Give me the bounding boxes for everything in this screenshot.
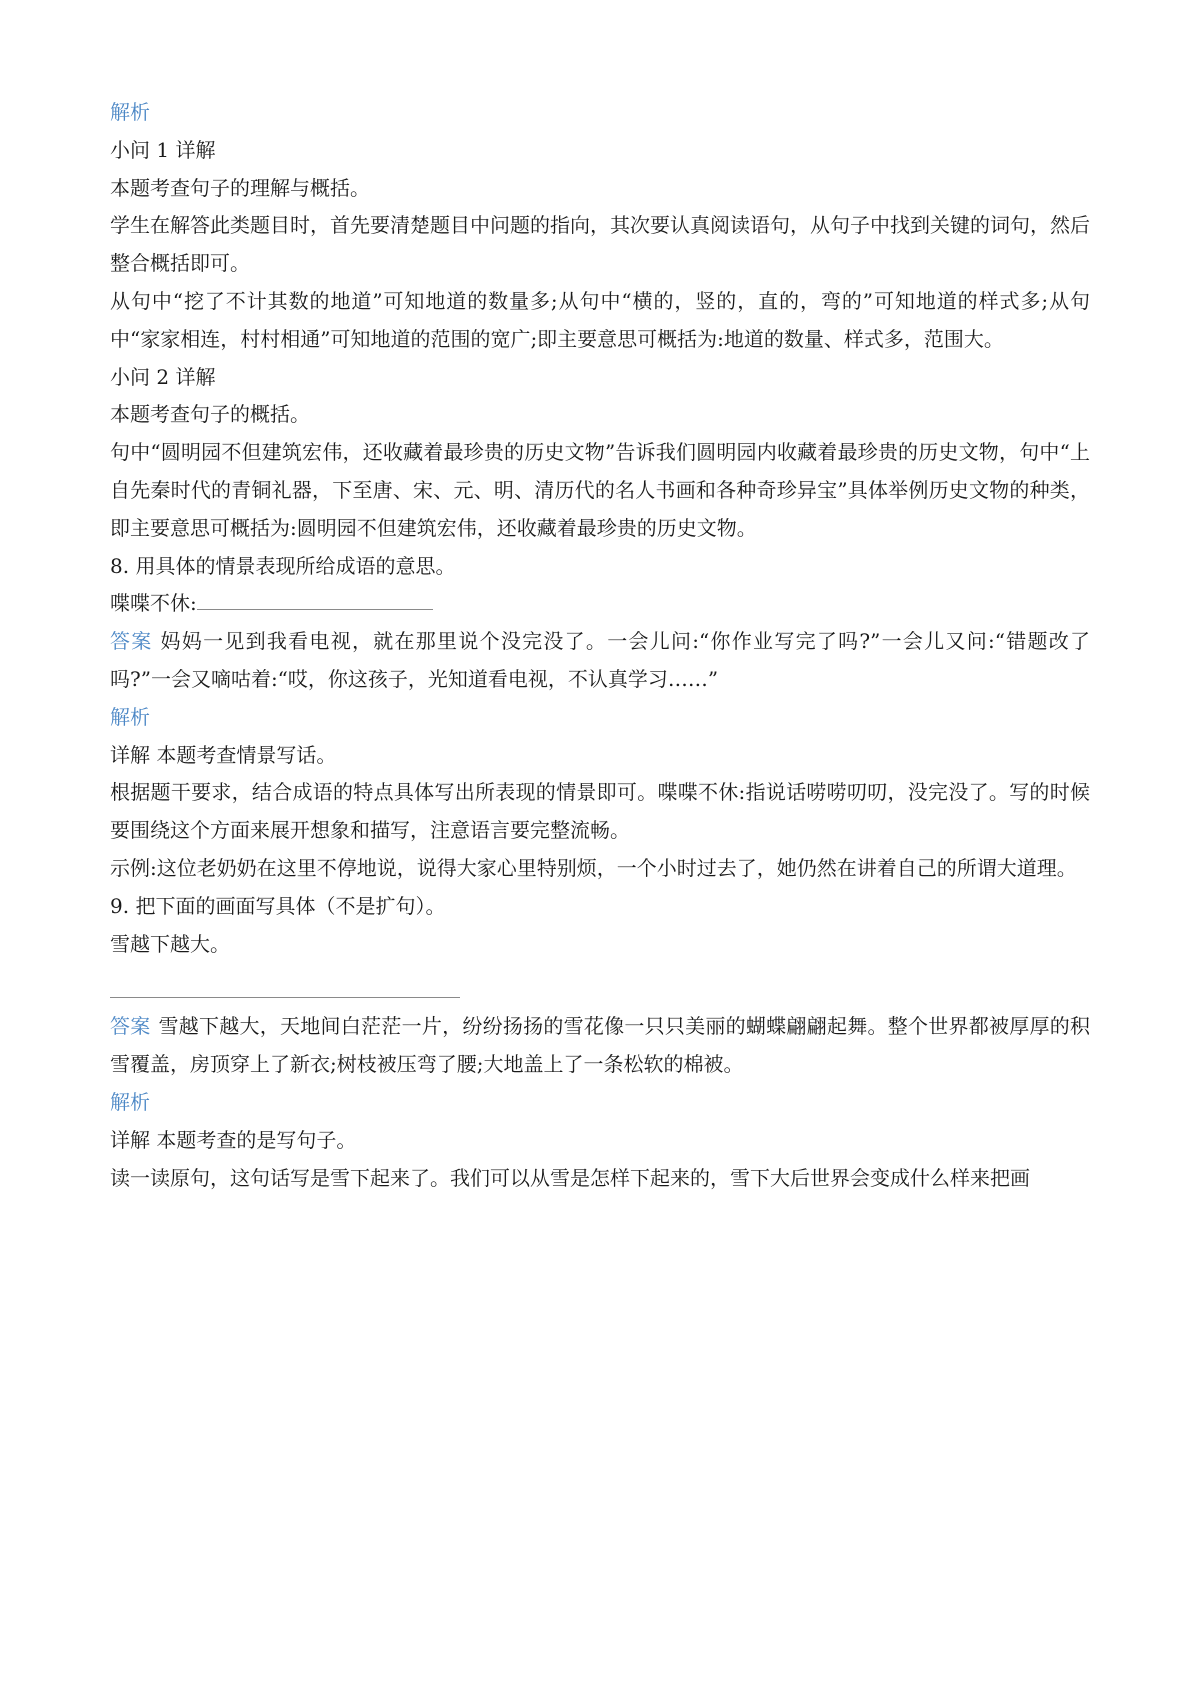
question-8-answer xyxy=(110,623,1090,699)
paragraph: 句中“圆明园不但建筑宏伟，还收藏着最珍贵的历史文物”告诉我们圆明园内收藏着最珍贵的历史文物，句中“上自先秦时代的青铜礼器，下至唐、宋、元、明、清历代的名人书画和各种奇珍异宝”具体举例历史文物的种类，即主要意思可概括为:圆明园不但建筑宏伟，还收藏着最珍贵的历史文物。 xyxy=(110,440,1090,540)
paragraph: 读一读原句，这句话写是雪下起来了。我们可以从雪是怎样下起来的，雪下大后世界会变成什么样来把画 xyxy=(110,1165,1030,1190)
detail-line: 详解 本题考查情景写话。 xyxy=(110,742,337,767)
answer-blank xyxy=(110,963,460,998)
question-8-prompt xyxy=(110,585,1090,623)
paragraph: 本题考查句子的理解与概括。 xyxy=(110,175,370,200)
question-9-prompt: 雪越下越大。 xyxy=(110,931,230,956)
prompt-text: 喋喋不休: xyxy=(110,591,197,616)
paragraph: 示例:这位老奶奶在这里不停地说，说得大家心里特别烦，一个小时过去了，她仍然在讲着自己的所谓大道理。 xyxy=(110,855,1077,880)
question-9-answer xyxy=(110,1008,1090,1084)
analysis-heading: 解析 xyxy=(110,704,150,729)
subquestion-1-title: 小问 1 详解 xyxy=(110,137,216,162)
paragraph: 从句中“挖了不计其数的地道”可知地道的数量多;从句中“横的，竖的，直的，弯的”可知地道的样式多;从句中“家家相连，村村相通”可知地道的范围的宽广;即主要意思可概括为:地道的数量、样式多，范围大。 xyxy=(110,288,1090,351)
answer-label: 答案 xyxy=(110,1014,151,1039)
analysis-heading: 解析 xyxy=(110,100,150,124)
paragraph: 学生在解答此类题目时，首先要清楚题目中问题的指向，其次要认真阅读语句，从句子中找到关键的词句，然后整合概括即可。 xyxy=(110,213,1090,276)
answer-text: 雪越下越大，天地间白茫茫一片，纷纷扬扬的雪花像一只只美丽的蝴蝶翩翩起舞。整个世界都被厚厚的积雪覆盖，房顶穿上了新衣;树枝被压弯了腰;大地盖上了一条松软的棉被。 xyxy=(110,1014,1091,1077)
answer-text: 妈妈一见到我看电视，就在那里说个没完没了。一会儿问:“你作业写完了吗?”一会儿又问:“错题改了吗?”一会又嘀咕着:“哎，你这孩子，光知道看电视，不认真学习……” xyxy=(110,629,1091,691)
question-9-title: 9. 把下面的画面写具体（不是扩句）。 xyxy=(110,893,446,918)
paragraph: 本题考查句子的概括。 xyxy=(110,402,310,427)
answer-label: 答案 xyxy=(110,629,153,654)
analysis-heading: 解析 xyxy=(110,1089,150,1114)
paragraph: 根据题干要求，结合成语的特点具体写出所表现的情景即可。喋喋不休:指说话唠唠叨叨，没完没了。写的时候要围绕这个方面来展开想象和描写，注意语言要完整流畅。 xyxy=(110,780,1090,843)
detail-line: 详解 本题考查的是写句子。 xyxy=(110,1127,357,1152)
question-8-title: 8. 用具体的情景表现所给成语的意思。 xyxy=(110,553,456,578)
answer-blank xyxy=(197,587,433,610)
document-page xyxy=(110,94,1090,1197)
subquestion-2-title: 小问 2 详解 xyxy=(110,364,216,389)
